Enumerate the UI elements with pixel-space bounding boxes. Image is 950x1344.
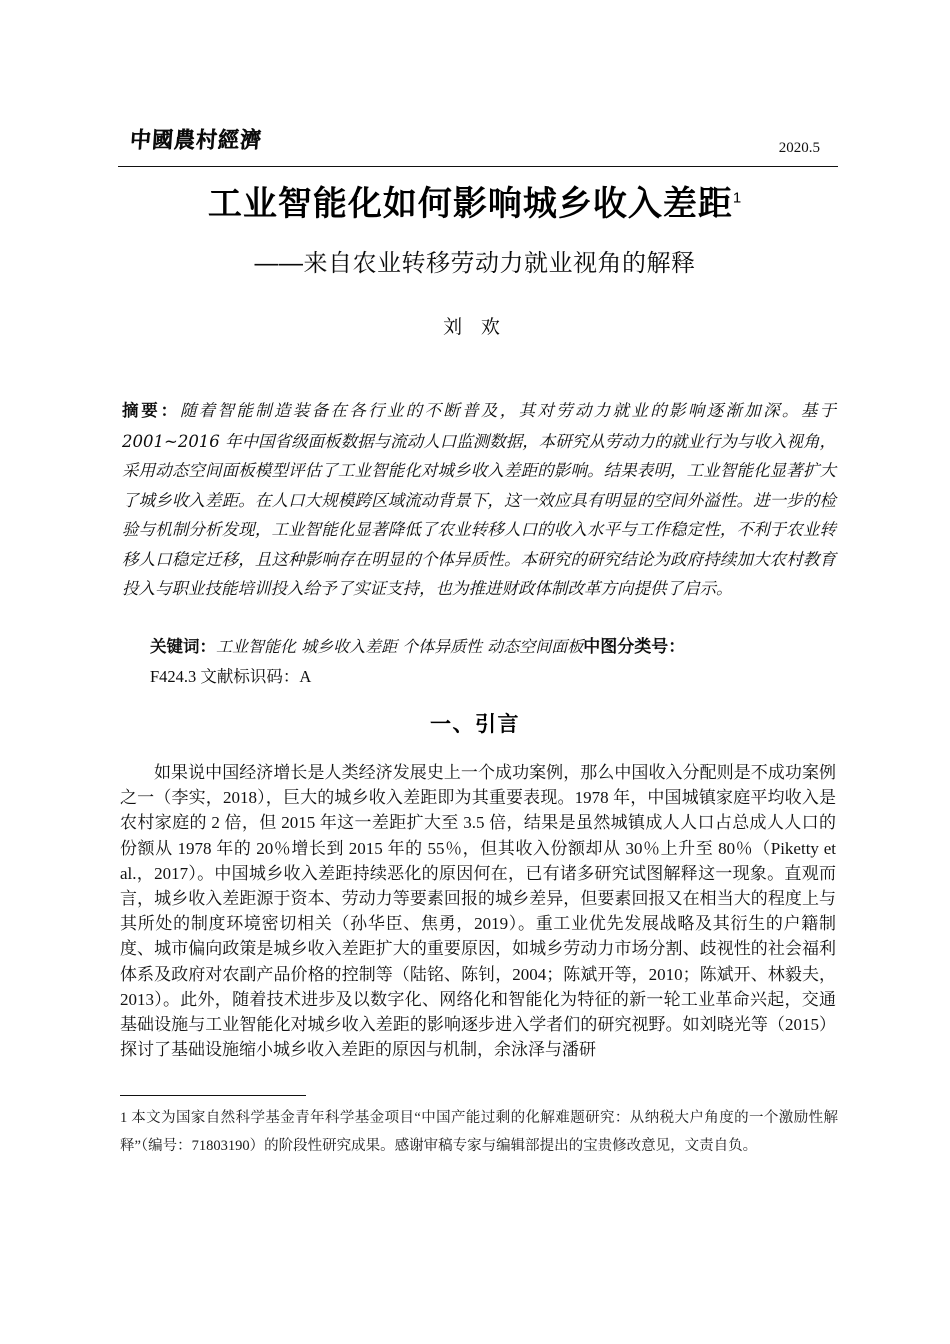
- title-footnote-marker: 1: [732, 189, 743, 207]
- clc-line: [122, 662, 836, 692]
- clc-value: F424.3 文献标识码：A: [150, 667, 312, 686]
- title-text: 工业智能化如何影响城乡收入差距: [207, 185, 733, 223]
- abstract-text: 随着智能制造装备在各行业的不断普及，其对劳动力就业的影响逐渐加深。基于2001~2016 年中国省级面板数据与流动人口监测数据，本研究从劳动力的就业行为与收入视角，采用动态空间面板模型评估了工业智能化对城乡收入差距的影响。结果表明，工业智能化显著扩大了城乡收入差距。在人口大规模跨区域流动背景下，这一效应具有明显的空间外溢性。进一步的检验与机制分析发现，工业智能化显著降低了农业转移人口的收入水平与工作稳定性，不利于农业转移人口稳定迁移，且这种影响存在明显的个体异质性。本研究的研究结论为政府持续加大农村教育投入与职业技能培训投入给予了实证支持，也为推进财政体制改革方向提供了启示。: [122, 401, 837, 598]
- footnote-text: 1 本文为国家自然科学基金青年科学基金项目“中国产能过剩的化解难题研究：从纳税大户角度的一个激励性解释”（编号：71803190）的阶段性研究成果。感谢审稿专家与编辑部提出的宝贵修改意见，文责自负。: [120, 1110, 838, 1154]
- keywords-block: [122, 632, 836, 692]
- footnote-separator: [120, 1095, 306, 1096]
- body-text: [120, 760, 836, 1062]
- page-title: [0, 176, 950, 225]
- issue-number: 2020.5: [778, 140, 820, 156]
- body-paragraph: 如果说中国经济增长是人类经济发展史上一个成功案例，那么中国收入分配则是不成功案例之一（李实，2018），巨大的城乡收入差距即为其重要表现。1978 年，中国城镇家庭平均收入是农村家庭的 2 倍，但 2015 年这一差距扩大至 3.5 倍，结果是虽然城镇成人人口占总成人人口的份额从 1978 年的 20％增长到 2015 年的 55％，但其收入份额却从 30％上升至 80％（Piketty et al.，2017）。中国城乡收入差距持续恶化的原因何在，已有诸多研究试图解释这一现象。直观而言，城乡收入差距源于资本、劳动力等要素回报的城乡差异，但要素回报又在相当大的程度上与其所处的制度环境密切相关（孙华臣、焦勇，2019）。重工业优先发展战略及其衍生的户籍制度、城市偏向政策是城乡收入差距扩大的重要原因，如城乡劳动力市场分割、歧视性的社会福利体系及政府对农副产品价格的控制等（陆铭、陈钊，2004；陈斌开等，2010；陈斌开、林毅夫，2013）。此外，随着技术进步及以数字化、网络化和智能化为特征的新一轮工业革命兴起，交通基础设施与工业智能化对城乡收入差距的影响逐步进入学者们的研究视野。如刘晓光等（2015）探讨了基础设施缩小城乡收入差距的原因与机制，余泳泽与潘研: [120, 763, 836, 1060]
- running-head: [118, 126, 838, 167]
- keywords-terms: 工业智能化 城乡收入差距 个体异质性 动态空间面板: [216, 637, 584, 656]
- abstract-block: [122, 396, 836, 604]
- keywords-line: [122, 632, 836, 662]
- journal-name: 中國農村經濟: [129, 126, 263, 153]
- clc-label: 中图分类号：: [583, 637, 686, 656]
- abstract-label: 摘要：: [122, 402, 180, 420]
- keywords-label: 关键词：: [150, 638, 216, 656]
- author-name: 刘 欢: [443, 317, 507, 338]
- section-heading: 一、引言: [430, 713, 520, 736]
- page-subtitle: ——来自农业转移劳动力就业视角的解释: [254, 250, 696, 277]
